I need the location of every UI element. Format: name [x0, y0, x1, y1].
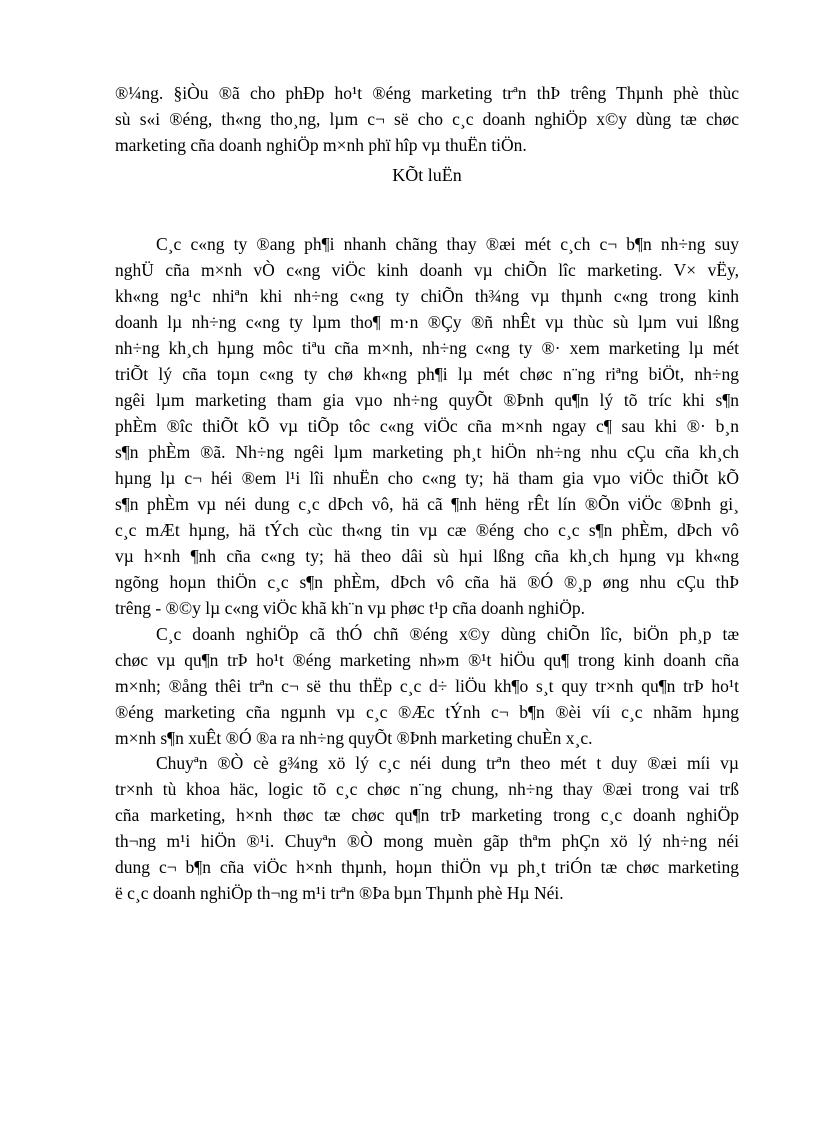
text-line: s¶n phÈm vµ néi dung c¸c dÞch vô, hä cã ¶nh hëng rÊt lín ®Õn viÖc ®Þnh gi¸: [115, 494, 739, 514]
text-line: doanh lµ nh÷ng c«ng ty lµm tho¶ m·n ®Çy ®ñ nhÊt vµ thùc sù lµm vui lßng: [115, 312, 739, 332]
text-line: triÕt lý cña toµn c«ng ty chø kh«ng ph¶i lµ mét chøc n¨ng riªng biÖt, nh÷ng: [115, 364, 739, 384]
text-line: ®¼ng. §iÒu ®ã cho phÐp ho¹t ®éng marketing trªn thÞ trêng Thµnh phè thùc: [115, 83, 739, 103]
text-line: vµ h×nh ¶nh cña c«ng ty; hä theo dâi sù hµi lßng cña kh¸ch hµng vµ kh«ng: [115, 546, 739, 566]
text-line: ®éng marketing cña ngµnh vµ c¸c ®Æc tÝnh c¬ b¶n ®èi víi c¸c nhãm hµng: [115, 702, 739, 722]
text-line: Chuyªn ®Ò cè g¾ng xö lý c¸c néi dung trªn theo mét t duy ®æi míi vµ: [156, 753, 739, 773]
text-line: hµng lµ c¬ héi ®em l¹i lîi nhuËn cho c«ng ty; hä tham gia vµo viÖc thiÕt kÕ: [115, 468, 739, 488]
text-line: nghÜ cña m×nh vÒ c«ng viÖc kinh doanh vµ chiÕn lîc marketing. V× vËy,: [115, 260, 739, 280]
text-line: m×nh s¶n xuÊt ®Ó ®a ra nh÷ng quyÕt ®Þnh marketing chuÈn x¸c.: [115, 728, 593, 748]
text-line: kh«ng ng¹c nhiªn khi nh÷ng c«ng ty chiÕn th¾ng vµ thµnh c«ng trong kinh: [115, 286, 739, 306]
text-line: ngõng hoµn thiÖn c¸c s¶n phÈm, dÞch vô cña hä ®Ó ®¸p øng nhu cÇu thÞ: [115, 572, 739, 592]
intro-paragraph: [115, 80, 739, 158]
text-line: th¬ng m¹i hiÖn ®¹i. Chuyªn ®Ò mong muèn gãp thªm phÇn xö lý nh÷ng néi: [115, 831, 739, 851]
text-line: s¶n phÈm ®ã. Nh÷ng ngêi lµm marketing ph¸t hiÖn nh÷ng nhu cÇu cña kh¸ch: [115, 442, 739, 462]
text-line: ë c¸c doanh nghiÖp th¬ng m¹i trªn ®Þa bµn Thµnh phè Hµ Néi.: [115, 883, 564, 903]
text-line: tr×nh tù khoa häc, logic tõ c¸c chøc n¨ng chung, nh÷ng thay ®æi trong vai trß: [115, 779, 739, 799]
paragraph-2: [115, 621, 739, 751]
section-heading: KÕt luËn: [392, 165, 462, 185]
paragraph-3: [115, 750, 739, 906]
text-line: sù s«i ®éng, th«ng tho¸ng, lµm c¬ së cho c¸c doanh nghiÖp x©y dùng tæ chøc: [115, 109, 739, 129]
text-line: dung c¬ b¶n cña viÖc h×nh thµnh, hoµn thiÖn vµ ph¸t triÓn tæ chøc marketing: [115, 857, 739, 877]
text-line: ngêi lµm marketing tham gia vµo nh÷ng quyÕt ®Þnh qu¶n lý tõ tríc khi s¶n: [115, 390, 739, 410]
text-line: C¸c c«ng ty ®ang ph¶i nhanh chãng thay ®æi mét c¸ch c¬ b¶n nh÷ng suy: [156, 234, 739, 254]
text-line: m×nh; ®ång thêi trªn c¬ së thu thËp c¸c d÷ liÖu kh¶o s¸t quy tr×nh qu¶n trÞ ho¹t: [115, 676, 739, 696]
text-line: c¸c mÆt hµng, hä tÝch cùc th«ng tin vµ cæ ®éng cho c¸c s¶n phÈm, dÞch vô: [115, 520, 739, 540]
text-line: cña marketing, h×nh thøc tæ chøc qu¶n trÞ marketing trong c¸c doanh nghiÖp: [115, 805, 739, 825]
text-line: C¸c doanh nghiÖp cã thÓ chñ ®éng x©y dùng chiÕn lîc, biÖn ph¸p tæ: [156, 624, 739, 644]
text-line: chøc vµ qu¶n trÞ ho¹t ®éng marketing nh»m ®¹t hiÖu qu¶ trong kinh doanh cña: [115, 650, 739, 670]
text-line: phÈm ®îc thiÕt kÕ vµ tiÕp tôc c«ng viÖc cña m×nh ngay c¶ sau khi ®· b¸n: [115, 416, 739, 436]
text-line: trêng - ®©y lµ c«ng viÖc khã kh¨n vµ phøc t¹p cña doanh nghiÖp.: [115, 598, 585, 618]
paragraph-1: [115, 231, 739, 621]
text-line: marketing cña doanh nghiÖp m×nh phï hîp vµ thuËn tiÖn.: [115, 135, 527, 155]
text-line: nh÷ng kh¸ch hµng môc tiªu cña m×nh, nh÷ng c«ng ty ®· xem marketing lµ mét: [115, 338, 739, 358]
